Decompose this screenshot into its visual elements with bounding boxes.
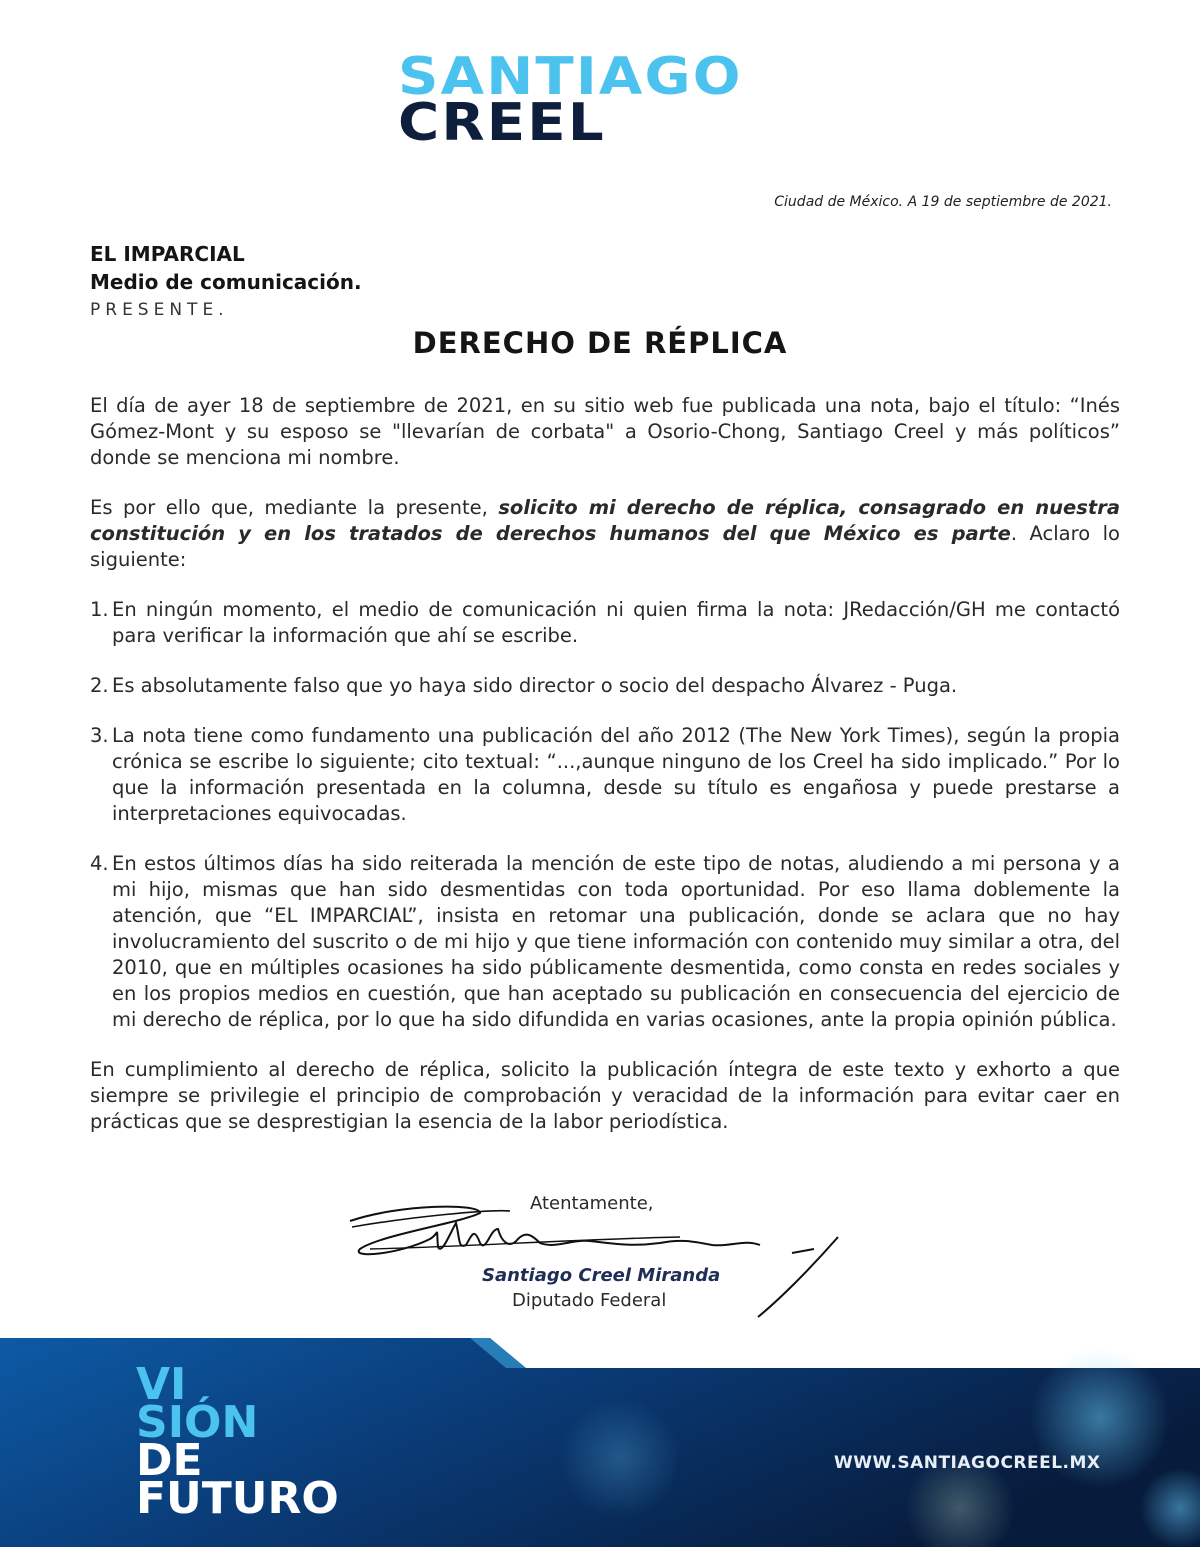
list-item [90,673,1120,699]
list-item-text: En estos últimos días ha sido reiterada la mención de este tipo de notas, aludiendo a mi persona y a mi hijo, mismas que han sido desmentidas con toda oportunidad. Por eso llama doblemente la atención, que “EL IMPARCIAL”, insista en retomar una publicación, donde se aclara que no hay involucramiento del suscrito o de mi hijo y que tiene información con contenido muy similar a otra, del 2010, que en múltiples ocasiones ha sido públicamente desmentida, como consta en redes sociales y en los propios medios en cuestión, que han aceptado su publicación en consecuencia del ejercicio de mi derecho de réplica, por lo que ha sido difundida en varias ocasiones, ante la propia opinión pública. [112,852,1120,1031]
list-item-number: 2. [90,674,109,697]
slogan-line: VI [136,1359,187,1410]
paragraph-closing: En cumplimiento al derecho de réplica, solicito la publicación íntegra de este texto y exhorto a que siempre se privilegie el principio de comprobación y veracidad de la información para evitar caer en prácticas que se desprestigian la esencia de la labor periodística. [90,1058,1120,1133]
signature-block [340,1193,850,1323]
signature-closing: Atentamente, [530,1193,654,1214]
request-text-after: . Aclaro lo siguiente: [90,522,1120,571]
clarification-list [90,597,1120,1033]
logo-line-santiago: SANTIAGO [398,47,743,107]
list-item-number: 4. [90,852,109,875]
addressee-presente: PRESENTE. [90,300,229,320]
letter-date: Ciudad de México. A 19 de septiembre de 2021. [774,194,1112,210]
letter-body [90,393,1120,1159]
list-item-text: Es absolutamente falso que yo haya sido director o socio del despacho Álvarez - Puga. [112,674,958,697]
signatory-role: Diputado Federal [512,1290,667,1311]
addressee-name: EL IMPARCIAL [90,242,245,266]
list-item [90,723,1120,827]
paragraph-intro: El día de ayer 18 de septiembre de 2021, en su sitio web fue publicada una nota, bajo el título: “Inés Gómez-Mont y su esposo se "llevarían de corbata" a Osorio-Chong, Santiago Creel y más políticos” donde se menciona mi nombre. [90,394,1120,469]
slogan-line: DE [136,1435,203,1486]
slogan-line: SIÓN [136,1397,259,1448]
list-item [90,597,1120,649]
list-item-text: La nota tiene como fundamento una publicación del año 2012 (The New York Times), según la propia crónica se escribe lo siguiente; cito textual: “...,aunque ninguno de los Creel ha sido implicado.” Por lo que la información presentada en la columna, desde su título es engañosa y puede prestarse a interpretaciones equivocadas. [112,724,1120,825]
slogan-line: FUTURO [136,1473,339,1524]
list-item-number: 1. [90,598,109,621]
website-link[interactable]: WWW.SANTIAGOCREEL.MX [834,1453,1101,1473]
list-item-number: 3. [90,724,109,747]
santiago-creel-logo [398,47,798,153]
footer-slogan [136,1359,339,1524]
addressee-block [90,240,362,324]
addressee-description: Medio de comunicación. [90,270,362,294]
signatory-name: Santiago Creel Miranda [482,1265,721,1286]
logo-line-creel: CREEL [398,93,606,153]
request-text-before: Es por ello que, mediante la presente, [90,496,499,519]
request-text-bold: solicito mi derecho de réplica, consagrado en nuestra constitución y en los tratados de derechos humanos del que México es parte [90,496,1120,545]
list-item [90,851,1120,1033]
list-item-text: En ningún momento, el medio de comunicación ni quien firma la nota: JRedacción/GH me contactó para verificar la información que ahí se escribe. [112,598,1120,647]
document-title: DERECHO DE RÉPLICA [412,326,788,360]
paragraph-request [90,495,1120,573]
